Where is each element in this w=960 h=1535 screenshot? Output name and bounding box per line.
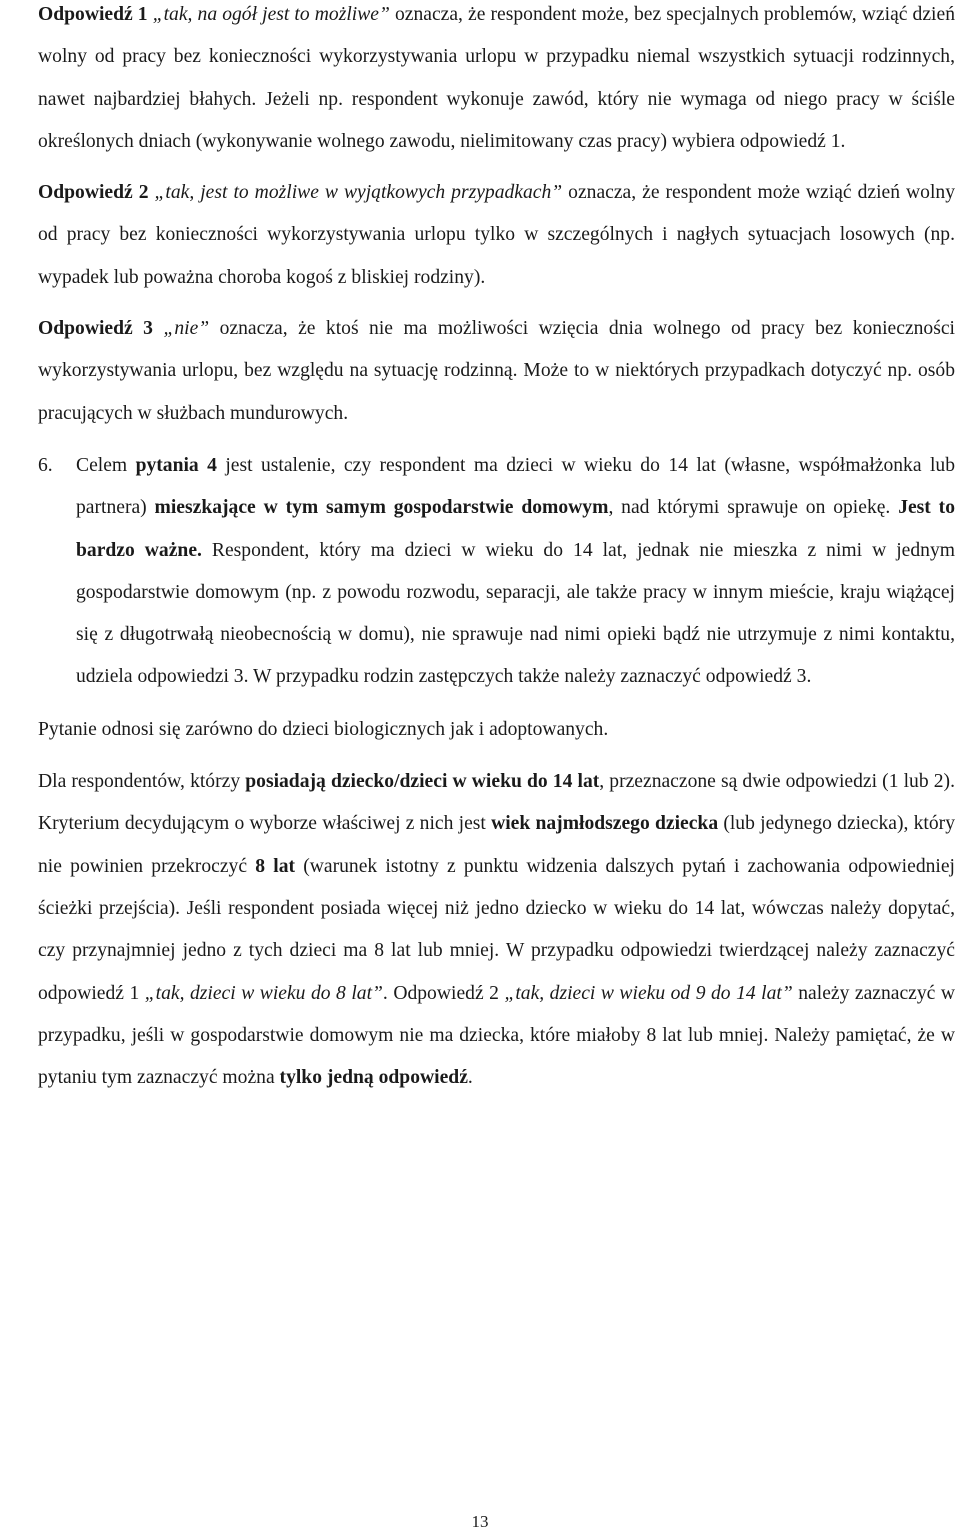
question-4-ref: pytania 4 [135, 454, 217, 476]
same-household-emphasis: mieszkające w tym samym gospodarstwie domowym [154, 497, 609, 519]
page-number: 13 [471, 1512, 489, 1531]
list-item-6 [38, 445, 955, 699]
children-age-paragraph: Dla respondentów, którzy posiadają dziecko/dzieci w wieku do 14 lat, przeznaczone są dwie odpowiedzi (1 lub 2). Kryterium decydującym o wyborze właściwej z nich jest wiek najmłodszego dziecka (lub jedynego dziecka), który nie powinien przekroczyć 8 lat (warunek istotny z punktu widzenia dalszych pytań i zachowania odpowiedniej ścieżki przejścia). Jeśli respondent posiada więcej niż jedno dziecko w wieku do 14 lat, wówczas należy dopytać, czy przynajmniej jedno z tych dzieci ma 8 lat lub mniej. W przypadku odpowiedzi twierdzącej należy zaznaczyć odpowiedź 1 „tak, dzieci w wieku do 8 lat”. Odpowiedź 2 „tak, dzieci w wieku od 9 do 14 lat” należy zaznaczyć w przypadku, jeśli w gospodarstwie domowym nie ma dziecka, które miałoby 8 lat lub mniej. Należy pamiętać, że w pytaniu tym zaznaczyć można tylko jedną odpowiedź. [38, 771, 955, 1089]
answer-1-option: „tak, na ogół jest to możliwe” [152, 4, 390, 25]
answer-2-text: oznacza, że respondent może wziąć dzień wolny od pracy bez konieczności wykorzystywania urlopu tylko w szczególnych i nagłych sytuacjach losowych (np. wypadek lub poważna choroba kogoś z bliskiej rodziny). [38, 182, 955, 288]
answer-3-paragraph [38, 308, 955, 435]
list-item-6-text: Celem pytania 4 jest ustalenie, czy respondent ma dzieci w wieku do 14 lat (własne, współmałżonka lub partnera) mieszkające w tym samym gospodarstwie domowym, nad którymi sprawuje on opiekę. Jest to bardzo ważne. Respondent, który ma dzieci w wieku do 14 lat, jednak nie mieszka z nimi w jednym gospodarstwie domowym (np. z powodu rozwodu, separacji, ale także pracy w innym mieście, kraju wiążącej się z długotrwałą nieobecnością w domu), nie sprawuje nad nimi opieki bądź nie utrzymuje z nimi kontaktu, udziela odpowiedzi 3. W przypadku rodzin zastępczych także należy zaznaczyć odpowiedź 3. [76, 454, 955, 688]
single-answer-emphasis: tylko jedną odpowiedź [279, 1067, 468, 1089]
children-under-14-emphasis: posiadają dziecko/dzieci w wieku do 14 lat [245, 771, 600, 793]
answer-3-label: Odpowiedź 3 [38, 318, 153, 340]
answer-1-label: Odpowiedź 1 [38, 4, 148, 25]
biological-adopted-paragraph: Pytanie odnosi się zarówno do dzieci biologicznych jak i adoptowanych. [38, 718, 609, 740]
option-2-quote: „tak, dzieci w wieku od 9 do 14 lat” [504, 982, 793, 1004]
document-body [38, 0, 955, 1099]
answer-1-paragraph [38, 0, 955, 163]
very-important-emphasis: Jest to bardzo ważne. [76, 497, 955, 561]
answer-1-text: oznacza, że respondent może, bez specjalnych problemów, wziąć dzień wolny od pracy bez konieczności wykorzystywania urlopu w przypadku niemal wszystkich sytuacji rodzinnych, nawet najbardziej błahych. Jeżeli np. respondent wykonuje zawód, który nie wymaga od niego pracy w ściśle określonych dniach (wykonywanie wolnego zawodu, nielimitowany czas pracy) wybiera odpowiedź 1. [38, 4, 955, 152]
youngest-child-emphasis: wiek najmłodszego dziecka [491, 813, 719, 835]
option-1-quote: „tak, dzieci w wieku do 8 lat” [144, 982, 383, 1004]
answer-2-label: Odpowiedź 2 [38, 182, 149, 204]
answer-2-paragraph [38, 172, 955, 299]
list-item-number: 6. [38, 454, 53, 476]
answer-3-text: oznacza, że ktoś nie ma możliwości wzięcia dnia wolnego od pracy bez konieczności wykorzystywania urlopu, bez względu na sytuację rodzinną. Może to w niektórych przypadkach dotyczyć np. osób pracujących w służbach mundurowych. [38, 318, 955, 424]
answer-3-option: „nie” [163, 318, 210, 340]
answer-2-option: „tak, jest to możliwe w wyjątkowych przypadkach” [154, 182, 563, 204]
eight-years-emphasis: 8 lat [255, 855, 296, 877]
